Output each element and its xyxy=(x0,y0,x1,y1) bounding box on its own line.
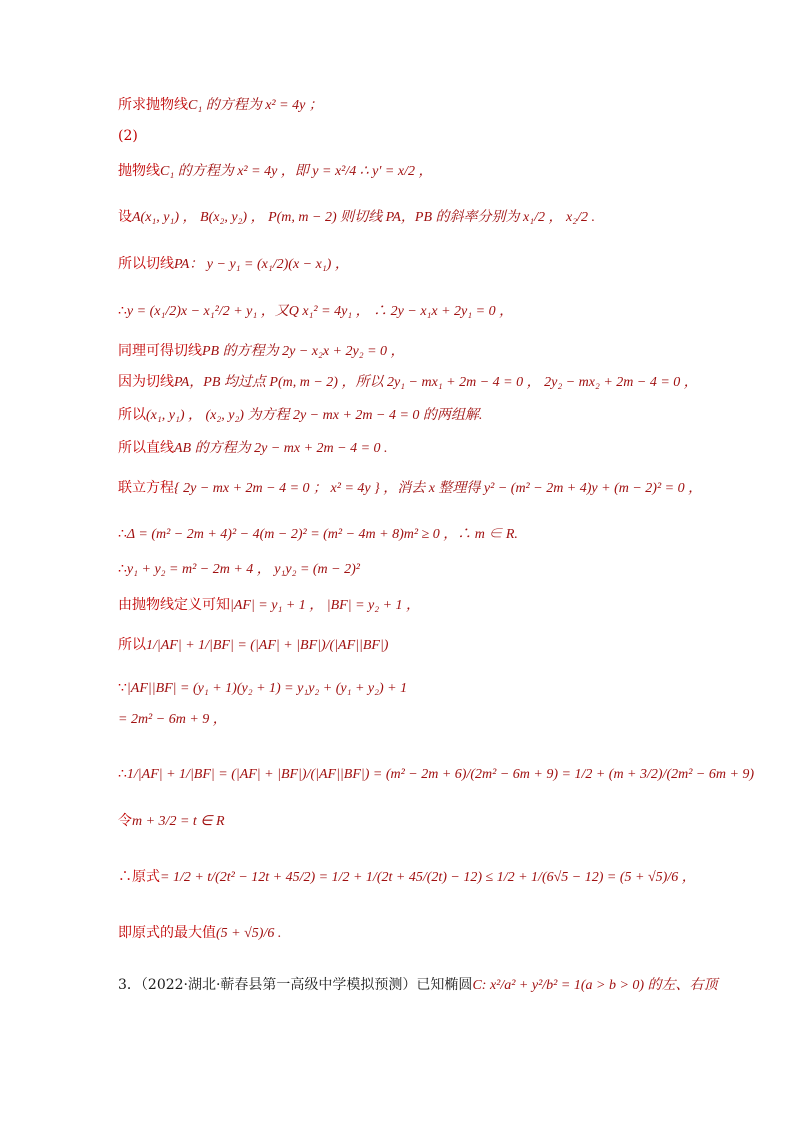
solution-line-9 xyxy=(118,406,482,425)
line-text: 因为切线 xyxy=(118,374,174,390)
line-math: y = (x₁/2)x − x₁²/2 + y₁ ，又Q x₁² = 4y₁ ， ∴ 2y − x₁x + 2y₁ = 0 ， xyxy=(126,304,514,319)
solution-line-16 xyxy=(118,679,407,698)
line-math: PA： y − y₁ = (x₁/2)(x − x₁) ， xyxy=(174,257,349,272)
line-math: (x₁, y₁) ， (x₂, y₂) 为方程 2y − mx + 2m − 4 = 0 的两组解. xyxy=(146,408,483,423)
line-math: |AF||BF| = (y₁ + 1)(y₂ + 1) = y₁y₂ + (y₁ + y₂) + 1 xyxy=(126,681,408,696)
line-text: 即原式的最大值 xyxy=(118,925,216,941)
solution-line-21 xyxy=(118,924,281,943)
solution-line-18 xyxy=(118,765,754,784)
line-text: (2) xyxy=(118,128,138,144)
line-text: ∵ xyxy=(118,680,127,696)
line-math: AB 的方程为 2y − mx + 2m − 4 = 0 . xyxy=(174,441,388,456)
line-text: 由抛物线定义可知 xyxy=(118,597,230,613)
line-math: C: x²/a² + y²/b² = 1(a > b > 0) 的左、右顶 xyxy=(472,978,718,993)
line-text: 所求抛物线 xyxy=(118,97,188,113)
line-text: 同理可得切线 xyxy=(118,343,202,359)
solution-line-3 xyxy=(118,162,432,181)
line-text: 抛物线 xyxy=(118,163,160,179)
line-math: 1/|AF| + 1/|BF| = (|AF| + |BF|)/(|AF||BF|) = (m² − 2m + 6)/(2m² − 6m + 9) = 1/2 + (m + 3/2)/(2m² − 6m + 9) xyxy=(126,767,755,782)
line-math: C₁ 的方程为 x² = 4y ； xyxy=(188,98,323,113)
solution-line-8 xyxy=(118,373,698,392)
line-math: PA，PB 均过点 P(m, m − 2) ，所以 2y₁ − mx₁ + 2m − 4 = 0 ， 2y₂ − mx₂ + 2m − 4 = 0 ， xyxy=(174,375,698,390)
solution-line-4 xyxy=(118,208,595,227)
line-math: = 2m² − 6m + 9 ， xyxy=(118,712,227,727)
solution-line-10 xyxy=(118,439,388,458)
line-math: { 2y − mx + 2m − 4 = 0 ； x² = 4y } ，消去 x 整理得 y² − (m² − 2m + 4)y + (m − 2)² = 0 ， xyxy=(174,481,703,496)
solution-line-19 xyxy=(118,812,225,831)
solution-line-12 xyxy=(118,525,518,544)
part-number xyxy=(118,127,138,146)
line-text: 设 xyxy=(118,209,132,225)
solution-line-6 xyxy=(118,302,513,321)
line-text: 所以切线 xyxy=(118,256,174,272)
line-text: 令 xyxy=(118,813,132,829)
line-math: |AF| = y₁ + 1 ， |BF| = y₂ + 1 ， xyxy=(230,598,421,613)
line-text: ∴ xyxy=(118,526,127,542)
line-text: ∴ xyxy=(118,766,127,782)
solution-line-1 xyxy=(118,96,323,115)
line-text: ∴ xyxy=(118,561,127,577)
solution-line-15 xyxy=(118,636,388,655)
line-text: 联立方程 xyxy=(118,480,174,496)
line-math: y₁ + y₂ = m² − 2m + 4 ， y₁y₂ = (m − 2)² xyxy=(126,562,360,577)
line-math: m + 3/2 = t ∈ R xyxy=(132,814,225,829)
line-text: ∴原式 xyxy=(118,869,160,885)
line-text: 所以 xyxy=(118,407,146,423)
solution-line-17 xyxy=(118,710,227,729)
solution-line-13 xyxy=(118,560,360,579)
line-math: PB 的方程为 2y − x₂x + 2y₂ = 0 ， xyxy=(202,344,405,359)
line-text: ∴ xyxy=(118,303,127,319)
line-math: 1/|AF| + 1/|BF| = (|AF| + |BF|)/(|AF||BF|) xyxy=(146,638,389,653)
solution-line-7 xyxy=(118,342,405,361)
line-text: 所以 xyxy=(118,637,146,653)
solution-line-14 xyxy=(118,596,420,615)
line-math: A(x₁, y₁) ， B(x₂, y₂) ， P(m, m − 2) 则切线 PA，PB 的斜率分别为 x₁/2 ， x₂/2 . xyxy=(132,210,595,225)
line-math: = 1/2 + t/(2t² − 12t + 45/2) = 1/2 + 1/(2t + 45/(2t) − 12) ≤ 1/2 + 1/(6√5 − 12) = (5 + √5)/6 ， xyxy=(160,870,696,885)
line-math: (5 + √5)/6 . xyxy=(216,926,282,941)
solution-line-5 xyxy=(118,255,349,274)
line-text: 所以直线 xyxy=(118,440,174,456)
solution-line-11 xyxy=(118,479,702,498)
solution-line-20 xyxy=(118,868,696,887)
line-text: 3．（2022·湖北·蕲春县第一高级中学模拟预测）已知椭圆 xyxy=(118,977,473,993)
line-math: Δ = (m² − 2m + 4)² − 4(m − 2)² = (m² − 4m + 8)m² ≥ 0 ，∴ m ∈ R. xyxy=(126,527,518,542)
next-question xyxy=(118,976,718,995)
line-math: C₁ 的方程为 x² = 4y ，即 y = x²/4 ∴ y′ = x/2 ， xyxy=(160,164,433,179)
